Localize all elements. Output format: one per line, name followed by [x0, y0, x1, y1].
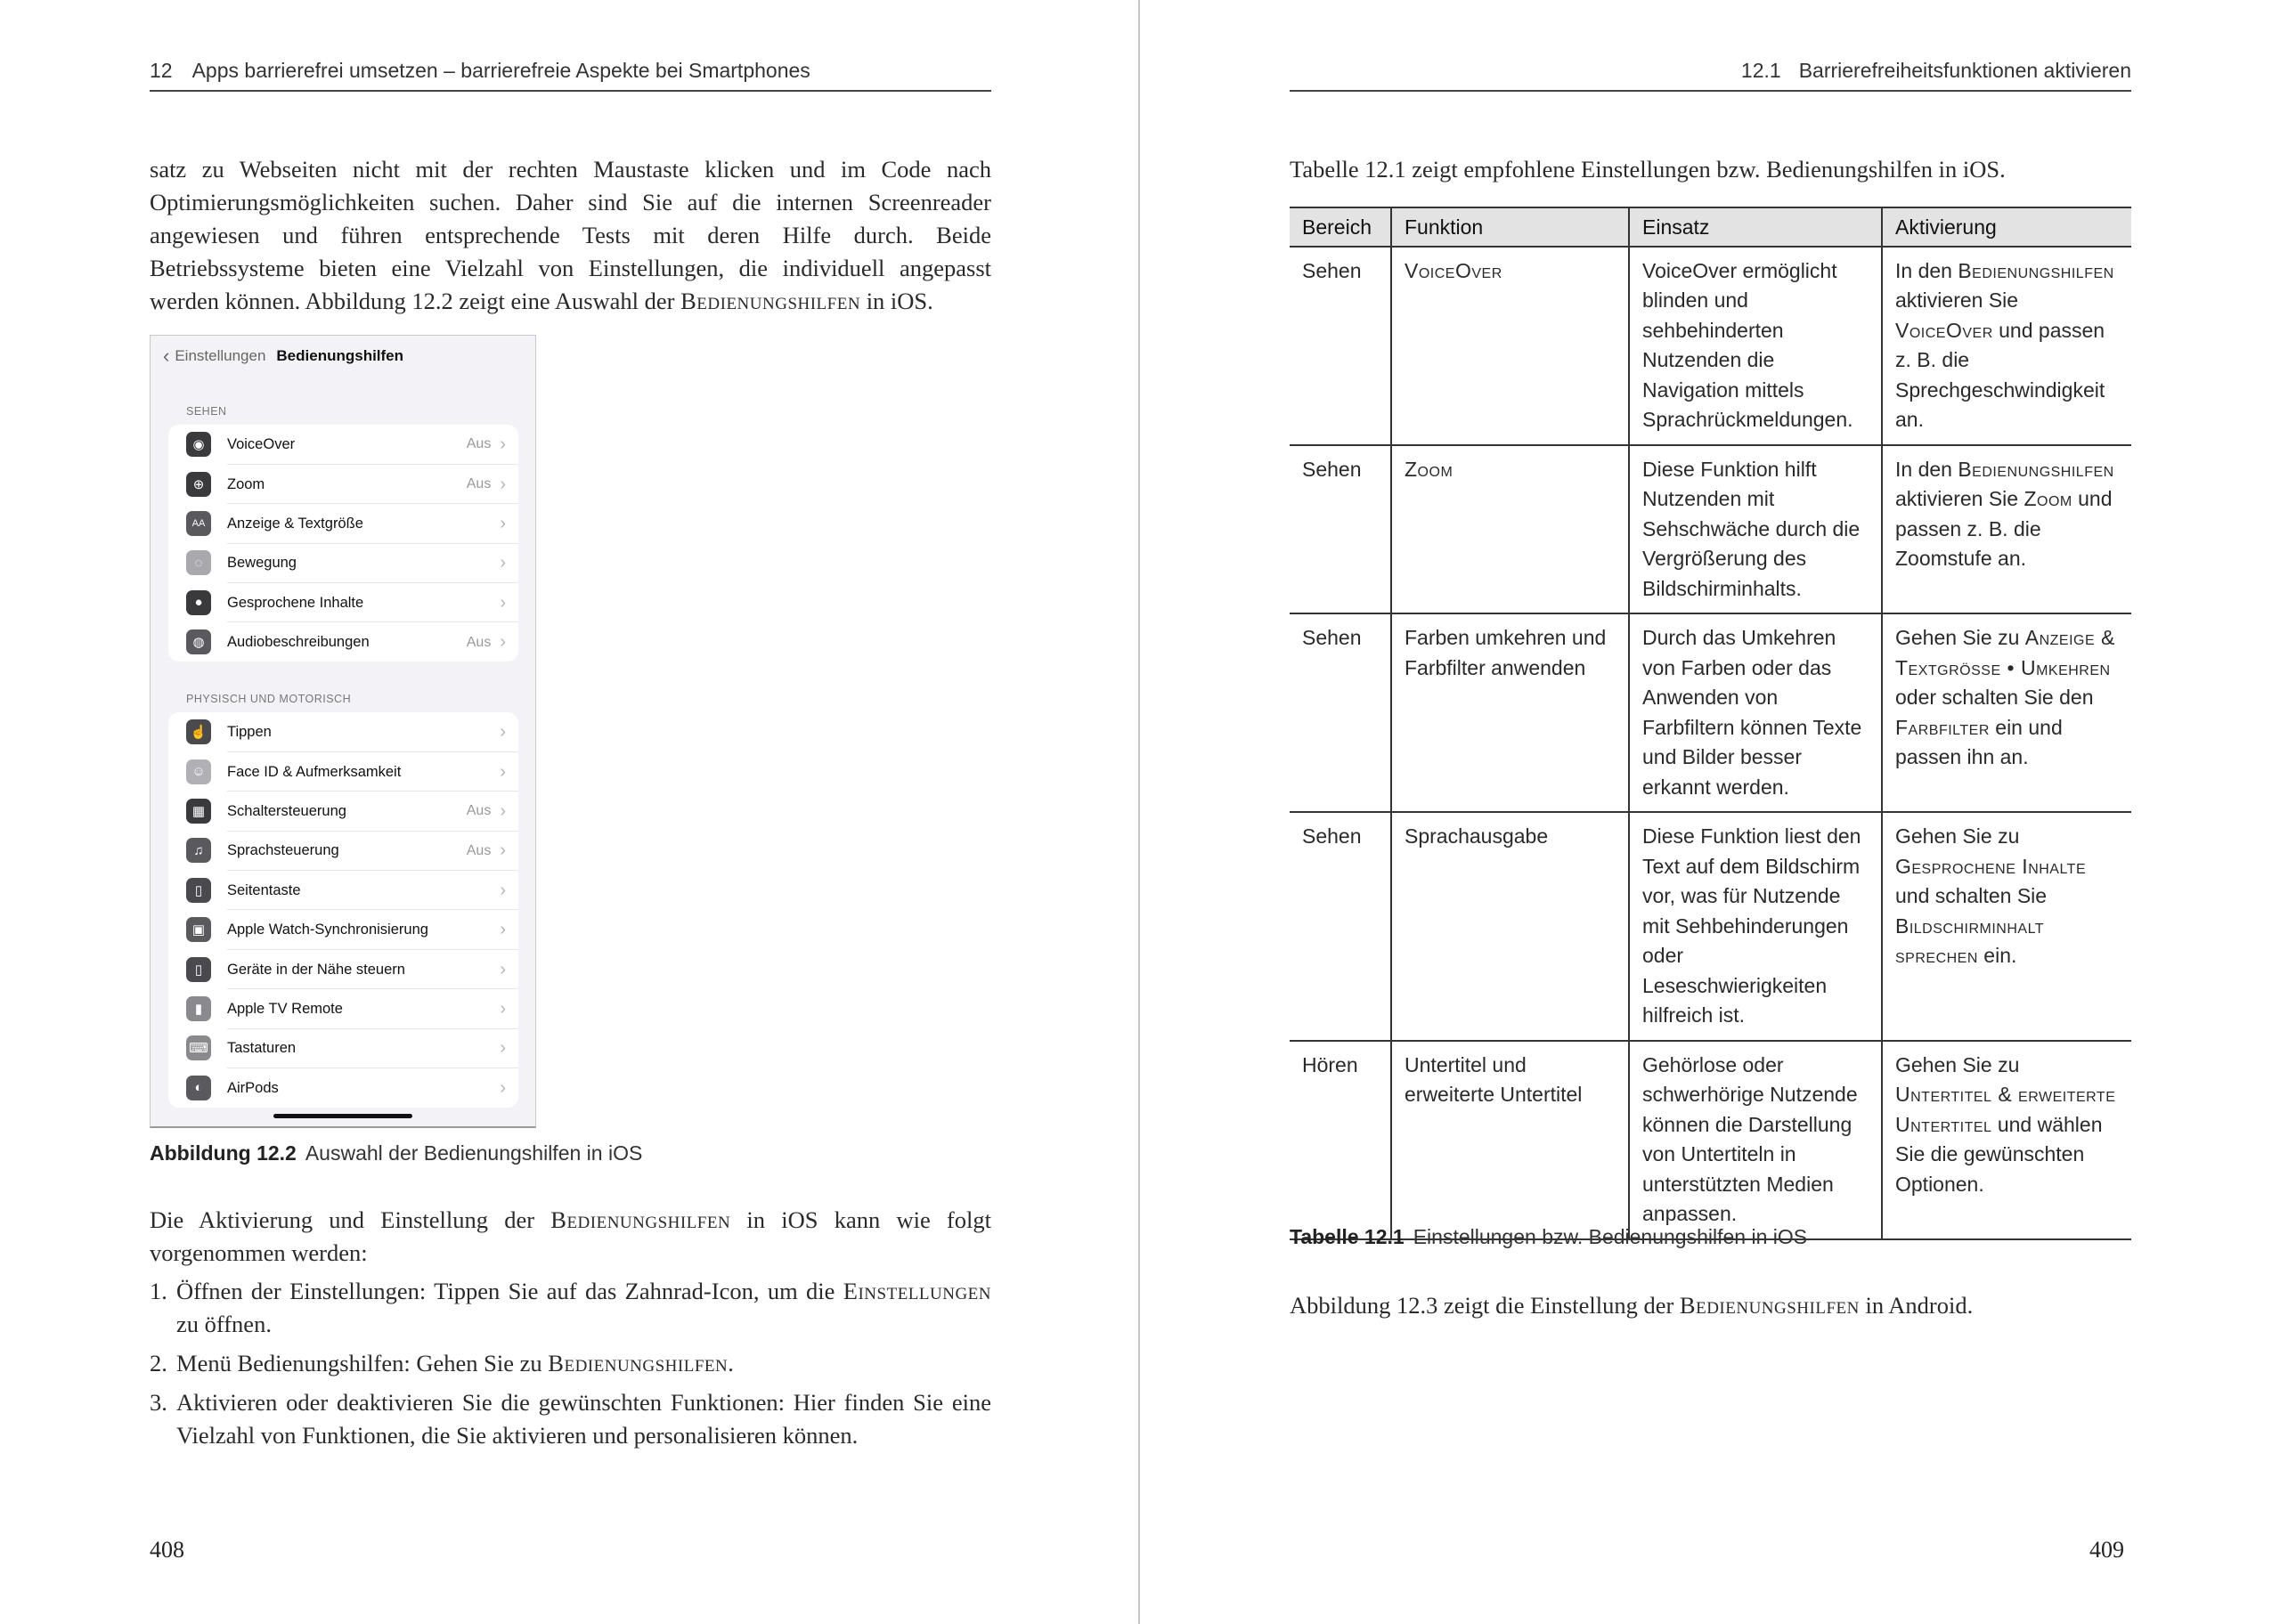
- cell-text: In den: [1895, 457, 1958, 481]
- settings-row-label: Face ID & Aufmerksamkeit: [227, 763, 402, 780]
- cell-bereich: Sehen: [1290, 812, 1391, 1041]
- cell-text: und passen z. B. die Zoomstufe an.: [1895, 487, 2113, 570]
- settings-row-label: AirPods: [227, 1079, 279, 1096]
- column-header: Einsatz: [1629, 207, 1882, 247]
- step-text: Öffnen der Einstellungen: Tippen Sie auf das Zahnrad-Icon, um die: [176, 1278, 843, 1304]
- settings-row-value: Aus: [466, 436, 492, 452]
- settings-group-sehen: [168, 425, 518, 662]
- column-header: Aktivierung: [1882, 207, 2131, 247]
- running-header-right: [1290, 59, 2131, 92]
- motion-icon: ◌: [186, 550, 211, 575]
- ios-nav-bar: [163, 345, 403, 368]
- keyboard-icon: ⌨: [186, 1035, 211, 1060]
- running-header-left: [150, 59, 991, 92]
- paragraph-text: Abbildung 12.3 zeigt die Einstellung der: [1290, 1292, 1680, 1319]
- settings-row-anzeige-textgröße[interactable]: [168, 504, 518, 543]
- step-text: zu öffnen.: [176, 1311, 272, 1337]
- chevron-right-icon: ›: [500, 761, 506, 782]
- cell-text: Bedienungshilfen: [1958, 457, 2114, 481]
- voiceover-icon: ◉: [186, 432, 211, 457]
- menu-term: Bedienungshilfen: [1679, 1292, 1860, 1319]
- settings-row-tastaturen[interactable]: [168, 1028, 518, 1068]
- chevron-right-icon: ›: [500, 474, 506, 494]
- settings-row-label: Gesprochene Inhalte: [227, 594, 364, 611]
- settings-table: [1290, 207, 2131, 1240]
- settings-row-seitentaste[interactable]: [168, 871, 518, 910]
- airpods-icon: ◐: [186, 1076, 211, 1100]
- chevron-right-icon: ›: [500, 721, 506, 742]
- settings-row-label: Sprachsteuerung: [227, 842, 339, 859]
- paragraph-text: in iOS kann wie folgt vorgenommen werden:: [150, 1206, 991, 1266]
- zoom-icon: ⊕: [186, 472, 211, 497]
- chevron-right-icon: ›: [500, 592, 506, 613]
- cell-aktivierung: [1882, 613, 2131, 812]
- cell-funktion: [1391, 445, 1629, 614]
- left-page: [0, 0, 1138, 1624]
- cell-funktion: [1391, 247, 1629, 445]
- section-title: Barrierefreiheitsfunktionen aktivieren: [1798, 59, 2131, 82]
- settings-row-zoom[interactable]: [168, 464, 518, 503]
- settings-row-label: Bewegung: [227, 555, 297, 572]
- cell-text: Bedienungshilfen: [1958, 258, 2114, 282]
- cell-text: aktivieren Sie: [1895, 288, 2019, 312]
- section-label-sehen: SEHEN: [186, 405, 227, 418]
- table-row: [1290, 247, 2131, 445]
- settings-row-label: Seitentaste: [227, 881, 301, 898]
- cell-text: In den: [1895, 258, 1958, 282]
- settings-row-schaltersteuerung[interactable]: [168, 792, 518, 831]
- step-text: Aktivieren oder deaktivieren Sie die gewünschten Funktionen: Hier finden Sie eine Vielzahl von Funktionen, die Sie aktivieren und personalisieren können.: [176, 1389, 991, 1449]
- chevron-right-icon: ›: [500, 959, 506, 979]
- paragraph-text: in iOS.: [860, 288, 933, 314]
- cell-text: oder schalten Sie den: [1895, 686, 2094, 709]
- settings-row-label: Zoom: [227, 475, 265, 492]
- hand-tap-icon: ☝: [186, 719, 211, 744]
- cell-text: ein und passen ihn an.: [1895, 715, 2063, 768]
- chevron-right-icon: ›: [500, 434, 506, 454]
- cell-text: VoiceOver: [1405, 258, 1502, 282]
- settings-row-apple-tv-remote[interactable]: [168, 989, 518, 1028]
- cell-einsatz: Gehörlose oder schwerhörige Nutzende können die Darstellung von Untertiteln in unterstützten Medien anpassen.: [1629, 1041, 1882, 1239]
- cell-text: Farben umkehren und Farbfilter anwenden: [1405, 626, 1607, 679]
- settings-row-voiceover[interactable]: [168, 425, 518, 464]
- face-id-icon: ☺: [186, 759, 211, 784]
- side-button-icon: ▯: [186, 878, 211, 903]
- chevron-right-icon: ›: [500, 998, 506, 1019]
- page-number-right: 409: [2089, 1537, 2124, 1563]
- settings-row-label: Anzeige & Textgröße: [227, 515, 363, 532]
- settings-row-label: Apple TV Remote: [227, 1000, 343, 1017]
- column-header: Bereich: [1290, 207, 1391, 247]
- cell-aktivierung: [1882, 445, 2131, 614]
- step-text: Menü Bedienungshilfen: Gehen Sie zu: [176, 1350, 549, 1376]
- chapter-number: 12: [150, 59, 173, 82]
- settings-row-value: Aus: [466, 803, 492, 819]
- speech-bubble-icon: ●: [186, 590, 211, 615]
- settings-row-geräte-in-der-nähe-steuern[interactable]: [168, 949, 518, 988]
- cell-text: Sprachausgabe: [1405, 824, 1549, 848]
- cell-einsatz: Durch das Umkehren von Farben oder das Anwenden von Farbfiltern können Texte und Bilder besser erkannt werden.: [1629, 613, 1882, 812]
- chevron-right-icon: ›: [500, 880, 506, 900]
- cell-bereich: Hören: [1290, 1041, 1391, 1239]
- table-row: [1290, 613, 2131, 812]
- step-text: .: [728, 1350, 734, 1376]
- settings-row-airpods[interactable]: [168, 1068, 518, 1108]
- nav-title: Bedienungshilfen: [276, 347, 404, 364]
- cell-text: Farbfilter: [1895, 715, 1990, 739]
- step-number: 3.: [150, 1389, 167, 1416]
- column-header: Funktion: [1391, 207, 1629, 247]
- cell-text: Zoom: [1405, 457, 1454, 481]
- table-caption-text: Einstellungen bzw. Bedienungshilfen in iOS: [1413, 1225, 1808, 1248]
- cell-text: Anzeige & Textgrösse • Umkehren: [1895, 626, 2115, 679]
- cell-text: aktivieren Sie: [1895, 487, 2024, 510]
- step-item: [150, 1386, 991, 1452]
- text-size-icon: AA: [186, 511, 211, 536]
- step-item: [150, 1347, 991, 1380]
- figure-caption: [150, 1141, 642, 1165]
- step-number: 1.: [150, 1278, 167, 1304]
- table-row: [1290, 445, 2131, 614]
- cell-bereich: Sehen: [1290, 445, 1391, 614]
- cell-einsatz: VoiceOver ermöglicht blinden und sehbehinderten Nutzenden die Navigation mittels Sprachrückmeldungen.: [1629, 247, 1882, 445]
- settings-row-label: Audiobeschreibungen: [227, 634, 370, 651]
- remote-icon: ▮: [186, 996, 211, 1021]
- settings-row-value: Aus: [466, 634, 492, 650]
- table-row: [1290, 1041, 2131, 1239]
- table-intro-paragraph: Tabelle 12.1 zeigt empfohlene Einstellungen bzw. Bedienungshilfen in iOS.: [1290, 156, 2006, 183]
- cell-text: ein.: [1977, 944, 2017, 967]
- settings-row-tippen[interactable]: [168, 712, 518, 751]
- ios-accessibility-screenshot: [150, 335, 536, 1128]
- audio-description-icon: ◍: [186, 629, 211, 654]
- back-chevron-icon[interactable]: ‹: [163, 345, 170, 367]
- settings-row-value: Aus: [466, 476, 492, 492]
- outro-paragraph: [1290, 1289, 2131, 1322]
- settings-row-bewegung[interactable]: [168, 543, 518, 582]
- menu-term: Bedienungshilfen: [548, 1350, 729, 1376]
- cell-funktion: [1391, 1041, 1629, 1239]
- cell-einsatz: Diese Funktion liest den Text auf dem Bildschirm vor, was für Nutzende mit Sehbehinderungen oder Leseschwierigkeiten hilfreich ist.: [1629, 812, 1882, 1041]
- section-number: 12.1: [1740, 59, 1781, 82]
- cell-text: Gehen Sie zu: [1895, 626, 2025, 649]
- paragraph-text: Die Aktivierung und Einstellung der: [150, 1206, 551, 1233]
- cell-aktivierung: [1882, 812, 2131, 1041]
- settings-row-sprachsteuerung[interactable]: [168, 831, 518, 870]
- table-caption: [1290, 1225, 1807, 1249]
- cell-text: Zoom: [2024, 487, 2072, 510]
- menu-term: Bedienungshilfen: [680, 288, 861, 314]
- steps-intro-paragraph: [150, 1204, 991, 1270]
- cell-aktivierung: [1882, 247, 2131, 445]
- figure-caption-text: Auswahl der Bedienungshilfen in iOS: [305, 1141, 643, 1165]
- chevron-right-icon: ›: [500, 553, 506, 573]
- menu-term: Bedienungshilfen: [550, 1206, 731, 1233]
- settings-row-label: Schaltersteuerung: [227, 802, 346, 819]
- cell-text: Gesprochene Inhalte: [1895, 854, 2087, 878]
- nearby-devices-icon: ▯: [186, 957, 211, 982]
- settings-row-value: Aus: [466, 842, 492, 858]
- cell-einsatz: Diese Funktion hilft Nutzenden mit Sehschwäche durch die Vergrößerung des Bildschirminhalts.: [1629, 445, 1882, 614]
- table-caption-label: Tabelle 12.1: [1290, 1225, 1405, 1248]
- chapter-title: Apps barrierefrei umsetzen – barrierefreie Aspekte bei Smartphones: [191, 59, 810, 82]
- cell-text: Untertitel & erweiterte Untertitel: [1895, 1083, 2116, 1136]
- chevron-right-icon: ›: [500, 1038, 506, 1059]
- chevron-right-icon: ›: [500, 513, 506, 533]
- figure-caption-label: Abbildung 12.2: [150, 1141, 297, 1165]
- page-number-left: 408: [150, 1537, 184, 1563]
- nav-back-label[interactable]: Einstellungen: [175, 347, 266, 364]
- cell-text: und wählen Sie die gewünschten Optionen.: [1895, 1112, 2103, 1196]
- steps-list: [150, 1275, 991, 1458]
- menu-term: Einstellungen: [843, 1278, 991, 1304]
- settings-row-apple-watch-synchronisierung[interactable]: [168, 910, 518, 949]
- switch-control-icon: ▦: [186, 799, 211, 824]
- step-number: 2.: [150, 1350, 167, 1376]
- settings-row-label: Apple Watch-Synchronisierung: [227, 922, 428, 938]
- cell-text: Bildschirminhalt sprechen: [1895, 914, 2045, 967]
- chevron-right-icon: ›: [500, 1077, 506, 1098]
- cell-funktion: [1391, 613, 1629, 812]
- cell-text: und passen z. B. die Sprechgeschwindigkeit an.: [1895, 318, 2105, 431]
- cell-text: Gehen Sie zu: [1895, 824, 2020, 848]
- cell-text: Gehen Sie zu: [1895, 1052, 2020, 1076]
- settings-group-physisch: [168, 712, 518, 1108]
- cell-bereich: Sehen: [1290, 247, 1391, 445]
- chevron-right-icon: ›: [500, 800, 506, 821]
- settings-row-label: VoiceOver: [227, 435, 296, 452]
- settings-row-audiobeschreibungen[interactable]: [168, 622, 518, 662]
- cell-text: VoiceOver: [1895, 318, 1993, 342]
- table-header-row: [1290, 207, 2131, 247]
- paragraph-text: satz zu Webseiten nicht mit der rechten Maustaste klicken und im Code nach Optimierungsmöglichkeiten suchen. Daher sind Sie auf die internen Screenreader angewiesen und führen entsprechende Tests mit deren Hilfe durch. Beide Betriebssysteme bieten eine Vielzahl von Einstellungen, die individuell angepasst werden können. Abbildung 12.2 zeigt eine Auswahl der: [150, 156, 991, 314]
- settings-row-face-id-aufmerksamkeit[interactable]: [168, 751, 518, 791]
- settings-row-gesprochene-inhalte[interactable]: [168, 583, 518, 622]
- cell-text: Untertitel und erweiterte Untertitel: [1405, 1052, 1583, 1106]
- table-row: [1290, 812, 2131, 1041]
- chevron-right-icon: ›: [500, 920, 506, 940]
- cell-text: und schalten Sie: [1895, 884, 2048, 907]
- settings-row-label: Tastaturen: [227, 1040, 297, 1057]
- settings-row-label: Geräte in der Nähe steuern: [227, 961, 405, 978]
- section-label-physisch: PHYSISCH UND MOTORISCH: [186, 693, 352, 705]
- settings-row-label: Tippen: [227, 723, 272, 740]
- step-item: [150, 1275, 991, 1341]
- cell-aktivierung: [1882, 1041, 2131, 1239]
- paragraph-text: in Android.: [1859, 1292, 1974, 1319]
- home-indicator: [273, 1114, 412, 1118]
- cell-funktion: [1391, 812, 1629, 1041]
- cell-bereich: Sehen: [1290, 613, 1391, 812]
- chevron-right-icon: ›: [500, 840, 506, 861]
- voice-control-icon: ♫: [186, 838, 211, 863]
- watch-icon: ▣: [186, 917, 211, 942]
- intro-paragraph: [150, 153, 991, 318]
- chevron-right-icon: ›: [500, 632, 506, 653]
